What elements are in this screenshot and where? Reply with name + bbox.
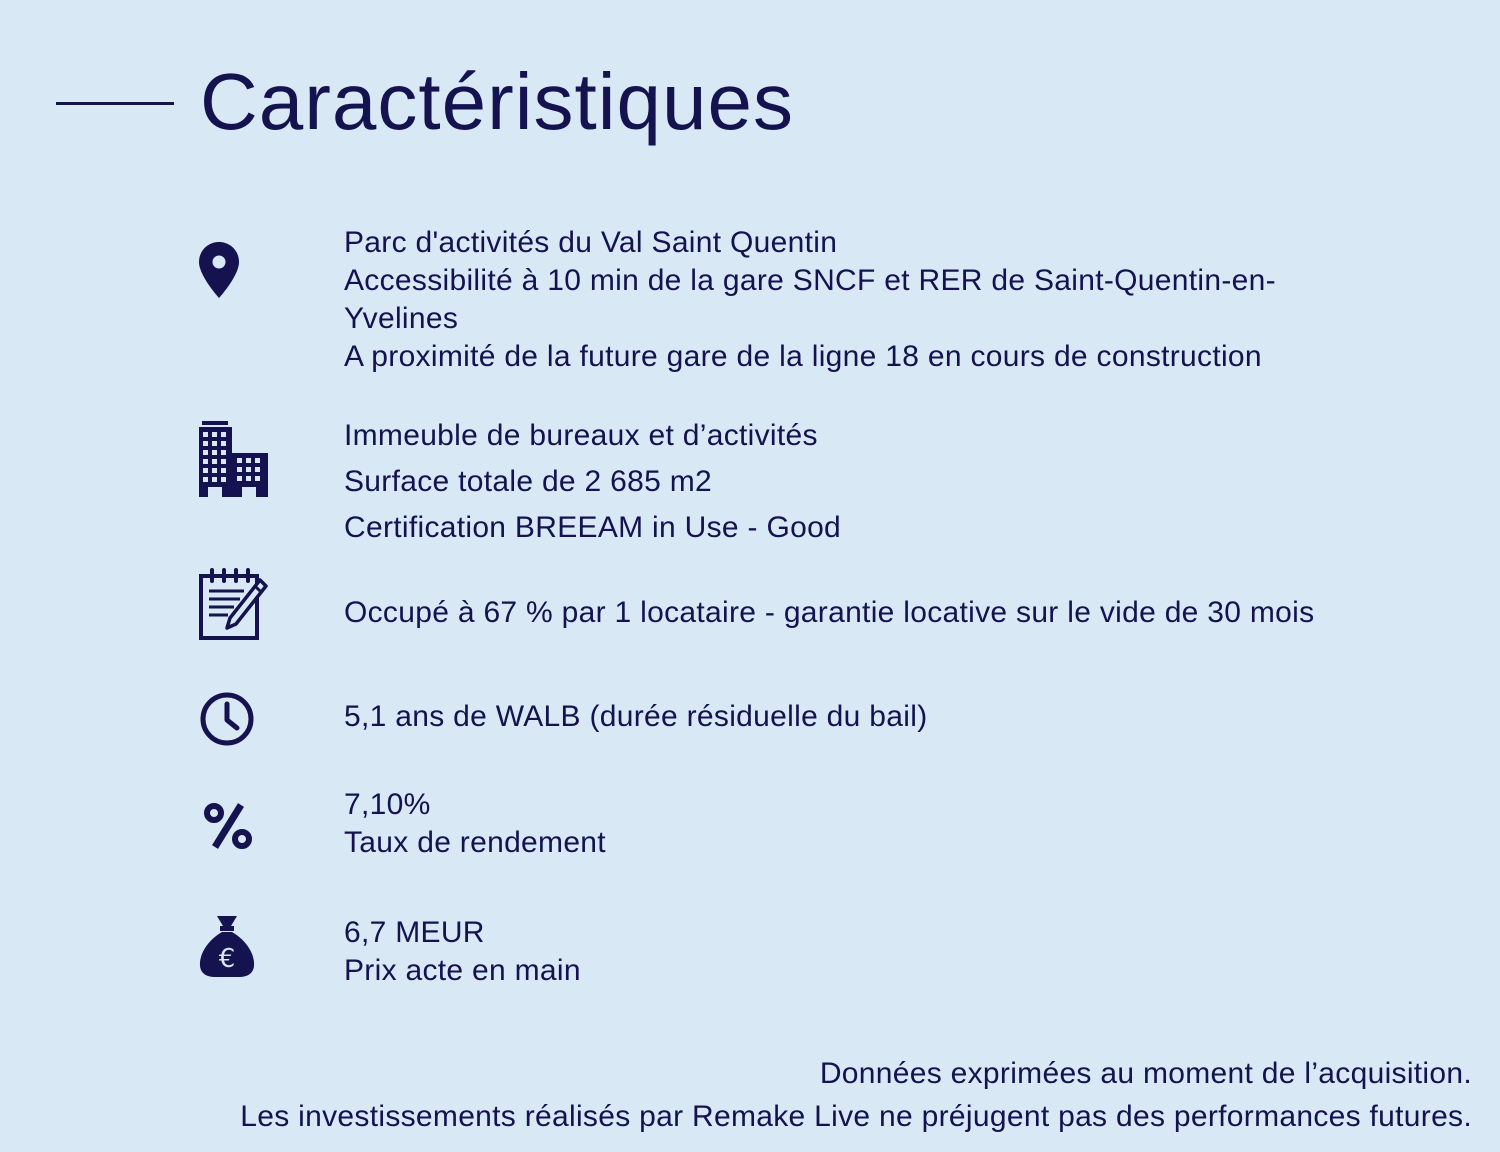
walb-details: [344, 698, 1484, 736]
building-line: Immeuble de bureaux et d’activités: [344, 419, 818, 452]
location-line: Parc d'activités du Val Saint Quentin: [344, 226, 838, 259]
building-details: [344, 413, 1484, 551]
price-details: [344, 914, 1484, 990]
building-line: Certification BREEAM in Use - Good: [344, 511, 842, 544]
occupancy-details: [344, 594, 1484, 632]
walb-line: 5,1 ans de WALB (durée résiduelle du bail): [344, 700, 928, 733]
title-rule: [56, 102, 174, 105]
office-buildings-icon: [198, 421, 270, 501]
price-value: 6,7 MEUR: [344, 916, 485, 949]
percent-icon: [204, 803, 252, 849]
disclaimer: [240, 1052, 1472, 1138]
location-line: Yvelines: [344, 302, 459, 335]
location-pin-icon: [199, 242, 239, 298]
yield-value: 7,10%: [344, 788, 431, 821]
notepad-pencil-icon: [198, 568, 268, 642]
price-label: Prix acte en main: [344, 954, 581, 987]
yield-details: [344, 786, 1484, 862]
disclaimer-line: Données exprimées au moment de l’acquisition.: [819, 1057, 1472, 1090]
location-line: A proximité de la future gare de la ligne 18 en cours de construction: [344, 340, 1262, 373]
svg-text:€: €: [218, 944, 236, 974]
yield-label: Taux de rendement: [344, 826, 606, 859]
page-title: Caractéristiques: [200, 57, 795, 146]
building-line: Surface totale de 2 685 m2: [344, 465, 713, 498]
location-line: Accessibilité à 10 min de la gare SNCF et RER de Saint-Quentin-en-: [344, 264, 1276, 297]
euro-money-bag-icon: [199, 914, 255, 978]
clock-icon: [199, 691, 255, 747]
location-details: [344, 224, 1484, 376]
disclaimer-line: Les investissements réalisés par Remake Live ne préjugent pas des performances futures.: [240, 1100, 1472, 1133]
occupancy-line: Occupé à 67 % par 1 locataire - garantie locative sur le vide de 30 mois: [344, 596, 1315, 629]
